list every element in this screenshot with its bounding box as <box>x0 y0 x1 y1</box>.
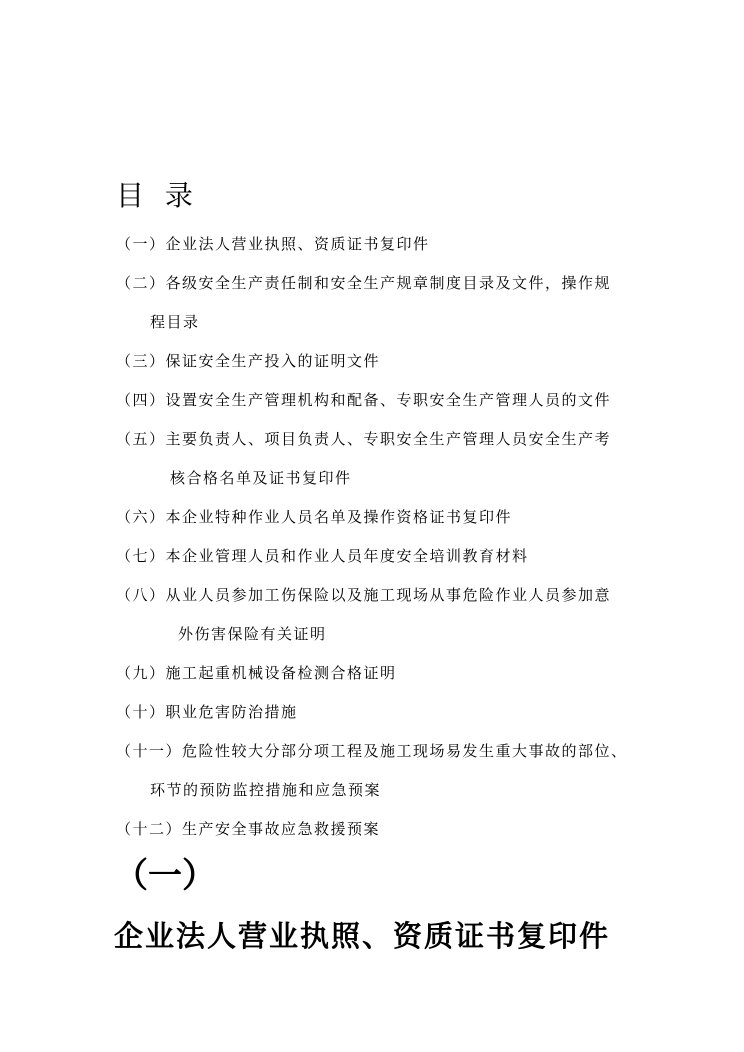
toc-item-12: （十二）生产安全事故应急救援预案 <box>116 820 381 838</box>
toc-item-1: （一）企业法人营业执照、资质证书复印件 <box>116 235 430 253</box>
toc-item-8-continued: 外伤害保险有关证明 <box>178 625 327 643</box>
section-number: （一） <box>114 856 216 896</box>
toc-item-5-continued: 核合格名单及证书复印件 <box>170 469 352 487</box>
toc-item-8: （八）从业人员参加工伤保险以及施工现场从事危险作业人员参加意 <box>116 586 612 604</box>
toc-item-9: （九）施工起重机械设备检测合格证明 <box>116 664 397 682</box>
toc-item-6: （六）本企业特种作业人员名单及操作资格证书复印件 <box>116 508 513 526</box>
toc-item-5: （五）主要负责人、项目负责人、专职安全生产管理人员安全生产考 <box>116 430 612 448</box>
toc-item-2-continued: 程目录 <box>150 313 200 331</box>
toc-item-2: （二）各级安全生产责任制和安全生产规章制度目录及文件，操作规 <box>116 274 612 292</box>
toc-title: 目 录 <box>116 179 199 212</box>
toc-item-11: （十一）危险性较大分部分项工程及施工现场易发生重大事故的部位、 <box>116 742 628 760</box>
toc-item-4: （四）设置安全生产管理机构和配备、专职安全生产管理人员的文件 <box>116 391 612 409</box>
toc-item-10: （十）职业危害防治措施 <box>116 703 298 721</box>
section-title: 企业法人营业执照、资质证书复印件 <box>114 919 611 953</box>
toc-item-7: （七）本企业管理人员和作业人员年度安全培训教育材料 <box>116 547 529 565</box>
toc-item-3: （三）保证安全生产投入的证明文件 <box>116 352 381 370</box>
toc-item-11-continued: 环节的预防监控措施和应急预案 <box>150 781 382 799</box>
